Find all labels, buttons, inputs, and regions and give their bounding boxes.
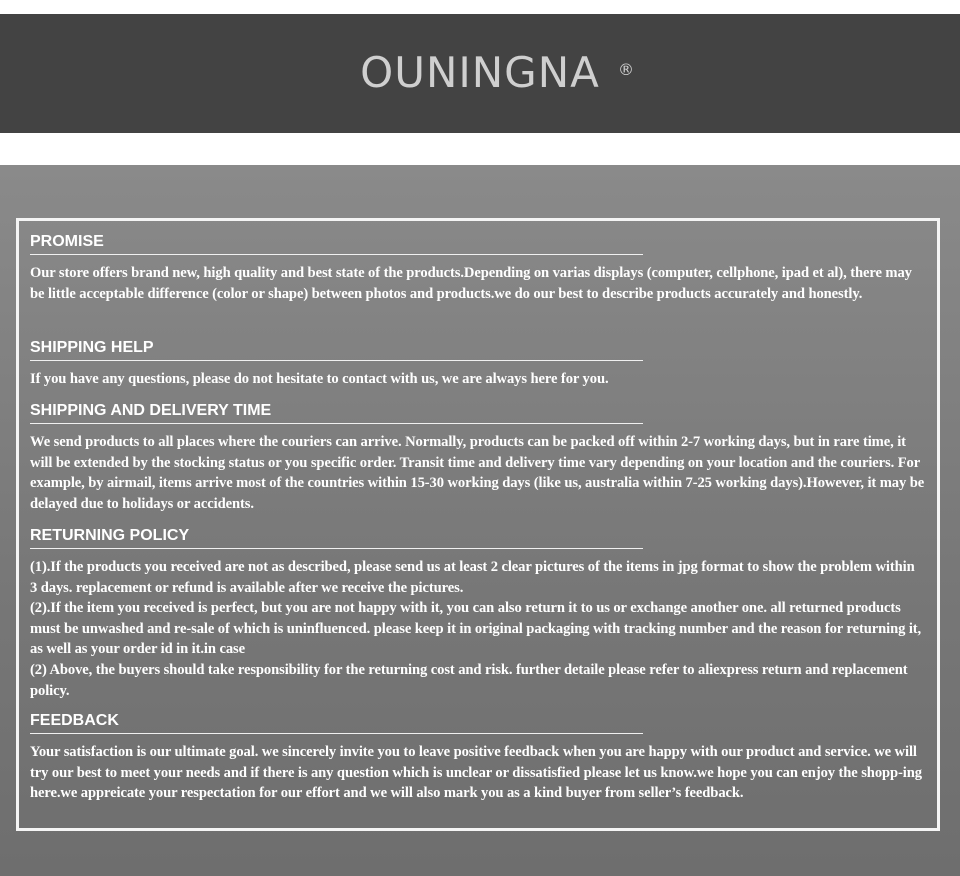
paragraph: Our store offers brand new, high quality and best state of the products.Depending on varias displays (computer, cellphone, ipad et al), there may be little acceptable difference (color or shape) between photos and products.we do our best to describe products accurately and honestly. — [30, 265, 912, 302]
section-body — [30, 557, 925, 701]
section-body — [30, 369, 925, 390]
section-body — [30, 432, 925, 514]
section-heading: PROMISE — [30, 232, 643, 255]
section-heading: SHIPPING AND DELIVERY TIME — [30, 401, 643, 424]
section-heading: RETURNING POLICY — [30, 526, 643, 549]
paragraph: (2).If the item you received is perfect, but you are not happy with it, you can also return it to us or exchange another one. all returned products must be unwashed and re-sale of which is uninfluenced. please keep it in original packaging with tracking number and the reason for returning it, as well as your order id in it.in case — [30, 600, 922, 658]
paragraph: (2) Above, the buyers should take responsibility for the returning cost and risk. further detaile please refer to aliexpress return and replacement policy. — [30, 661, 908, 699]
section-heading: FEEDBACK — [30, 711, 643, 734]
section-shipping-delivery-time — [30, 401, 925, 514]
brand-logo: OUNINGNA — [360, 48, 600, 97]
section-feedback — [30, 711, 925, 804]
section-returning-policy — [30, 526, 925, 701]
paragraph: If you have any questions, please do not hesitate to contact with us, we are always here for you. — [30, 371, 609, 387]
section-shipping-help — [30, 338, 925, 390]
section-body — [30, 263, 925, 304]
registered-mark: ® — [618, 60, 634, 79]
paragraph: We send products to all places where the couriers can arrive. Normally, products can be packed off within 2-7 working days, but in rare time, it will be extended by the stocking status or you specific order. Transit time and delivery time vary depending on your location and the couriers. For example, by airmail, items arrive most of the countries within 15-30 working days (like us, australia within 7-25 working days).However, it may be delayed due to holidays or accidents. — [30, 434, 925, 512]
brand-banner — [0, 14, 960, 133]
section-body — [30, 742, 925, 804]
section-heading: SHIPPING HELP — [30, 338, 643, 361]
paragraph: (1).If the products you received are not as described, please send us at least 2 clear pictures of the items in jpg format to show the problem within 3 days. replacement or refund is available after we receive the pictures. — [30, 559, 915, 596]
section-promise — [30, 232, 925, 304]
paragraph: Your satisfaction is our ultimate goal. we sincerely invite you to leave positive feedback when you are happy with our product and service. we will try our best to meet your needs and if there is any question which is unclear or dissatisfied please let us know.we hope you can enjoy the shopp-ing here.we appreicate your respectation for our effort and we will also mark you as a kind buyer from seller’s feedback. — [30, 744, 922, 802]
